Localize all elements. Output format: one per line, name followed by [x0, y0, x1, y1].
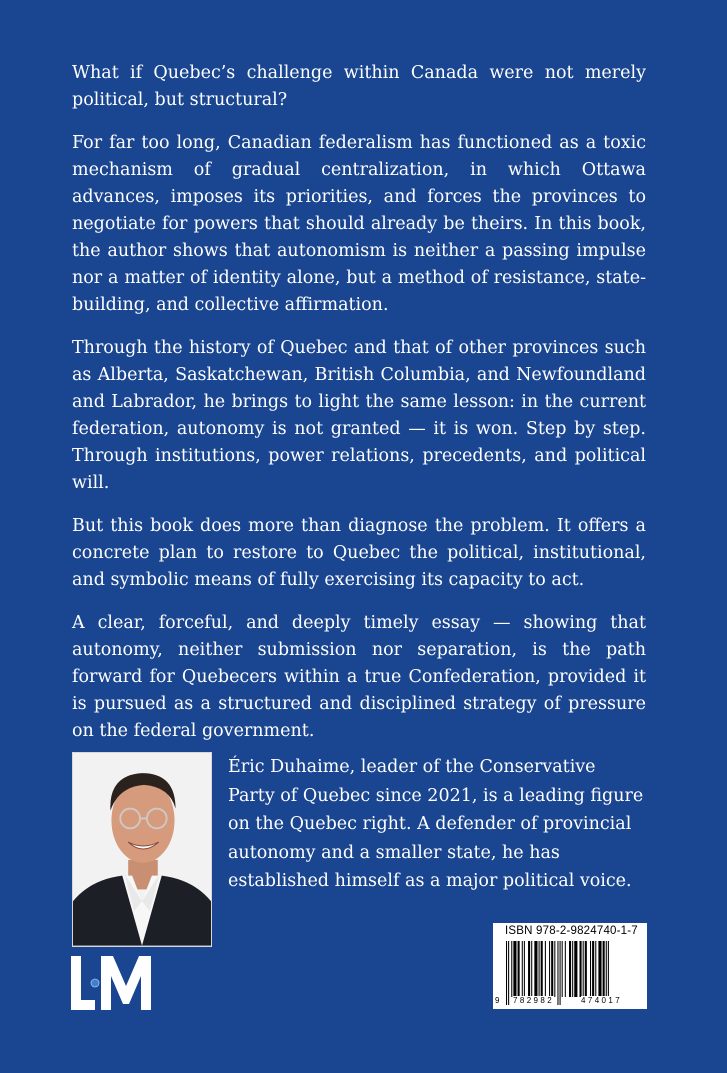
blurb-paragraph-5: A clear, forceful, and deeply timely essay — showing that autonomy, neither submission nor separation, is the path forward for Quebecers within a true Confederation, provided it is pursued as a structured and disciplined strategy of pressure on the federal government.: [72, 613, 646, 741]
blurb-paragraph-3: Through the history of Quebec and that of other provinces such as Alberta, Saskatchewan, British Columbia, and Newfoundland and Labrador, he brings to light the same lesson: in the current federation, autonomy is not granted — it is won. Step by step. Through institutions, power relations, precedents, and political will.: [72, 338, 646, 493]
blurb-paragraph-2: For far too long, Canadian federalism has functioned as a toxic mechanism of gradual centralization, in which Ottawa advances, imposes its priorities, and forces the provinces to negotiate for powers that should already be theirs. In this book, the author shows that autonomism is neither a passing impulse nor a matter of identity alone, but a method of resistance, state-building, and collective affirmation.: [72, 133, 646, 315]
author-photo: [72, 752, 212, 947]
publisher-logo: [71, 956, 163, 1010]
isbn-label: ISBN 978-2-9824740-1-7: [505, 925, 638, 937]
blurb-paragraph-4: But this book does more than diagnose the problem. It offers a concrete plan to restore to Quebec the political, institutional, and symbolic means of fully exercising its capacity to act.: [72, 516, 646, 590]
barcode-left-digits: 782982: [513, 996, 555, 1005]
isbn-barcode: [493, 923, 647, 1009]
barcode-right-digits: 474017: [581, 996, 623, 1005]
blurb: [72, 60, 646, 953]
author-bio: Éric Duhaime, leader of the Conservative Party of Quebec since 2021, is a leading figure on the Quebec right. A defender of provincial autonomy and a smaller state, he has established himself as a major political voice.: [228, 757, 644, 891]
blurb-paragraph-1: What if Quebec’s challenge within Canada were not merely political, but structural?: [72, 63, 646, 110]
barcode-lead-digit: 9: [495, 996, 500, 1005]
